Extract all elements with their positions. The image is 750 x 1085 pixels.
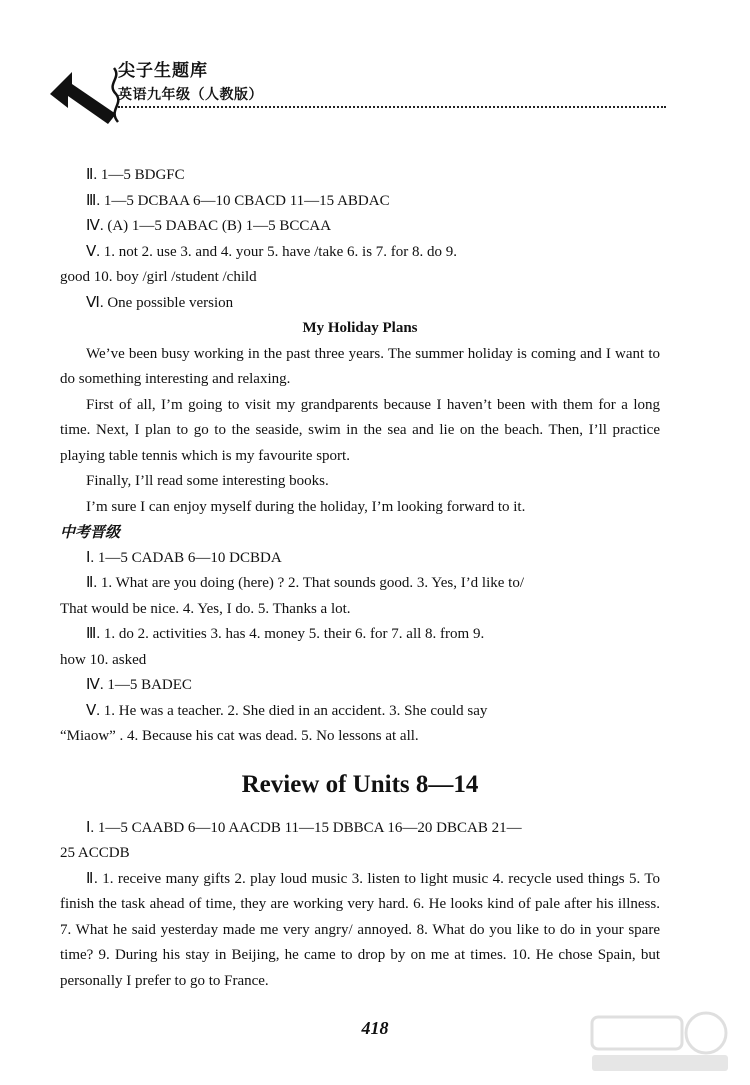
- answer-line: 25 ACCDB: [60, 845, 130, 861]
- answer-line: Ⅴ. 1. He was a teacher. 2. She died in an accident. 3. She could say: [86, 702, 488, 719]
- answer-line: good 10. boy /girl /student /child: [60, 269, 257, 285]
- essay-paragraph: First of all, I’m going to visit my grandparents because I haven’t been with them for a long time. Next, I plan to go to the seaside, swim in the sea and lie on the beach. Then, I’ll practice playing table tennis which is my favourite sport.: [60, 396, 660, 464]
- answer-line: Ⅲ. 1. do 2. activities 3. has 4. money 5. their 6. for 7. all 8. from 9.: [86, 626, 485, 642]
- answer-line: Ⅱ. 1. What are you doing (here) ? 2. That sounds good. 3. Yes, I’d like to/: [86, 575, 525, 591]
- answer-line: Ⅲ. 1—5 DCBAA 6—10 CBACD 11—15 ABDAC: [86, 192, 390, 209]
- answer-line: Ⅰ. 1—5 CADAB 6—10 DCBDA: [86, 549, 282, 566]
- page-content: [60, 163, 660, 994]
- essay-paragraph: I’m sure I can enjoy myself during the holiday, I’m looking forward to it.: [86, 498, 526, 515]
- answer-line: Ⅳ. 1—5 BADEC: [86, 677, 192, 693]
- page-number: 418: [361, 1018, 389, 1038]
- answer-line: how 10. asked: [60, 651, 147, 668]
- review-title: Review of Units 8—14: [241, 770, 479, 798]
- essay-paragraph: We’ve been busy working in the past three years. The summer holiday is coming and I want to do something interesting and relaxing.: [60, 345, 660, 387]
- arrow-icon: [46, 64, 124, 126]
- answer-paragraph: Ⅱ. 1. receive many gifts 2. play loud music 3. listen to light music 4. recycle used things 5. To finish the task ahead of time, they are working very hard. 6. He looks kind of pale after his illness. 7. What he said yesterday made me very angry/ annoyed. 8. What do you like to do in your spare time? 9. During his stay in Beijing, he came to drop by on me at times. 10. He chose Spain, but personally I prefer to go to France.: [60, 870, 660, 989]
- book-title: 尖子生题库: [118, 61, 208, 81]
- answer-line: That would be nice. 4. Yes, I do. 5. Thanks a lot.: [60, 600, 351, 617]
- section-heading: 中考晋级: [60, 523, 121, 541]
- answer-line: Ⅰ. 1—5 CAABD 6—10 AACDB 11—15 DBBCA 16—20 DBCAB 21—: [86, 819, 522, 836]
- answer-line: Ⅵ. One possible version: [86, 294, 234, 311]
- answer-line: Ⅱ. 1—5 BDGFC: [86, 167, 185, 183]
- header-divider: [118, 106, 666, 108]
- book-subtitle: 英语九年级（人教版）: [118, 87, 263, 103]
- answer-line: Ⅴ. 1. not 2. use 3. and 4. your 5. have /take 6. is 7. for 8. do 9.: [86, 243, 458, 260]
- essay-title: My Holiday Plans: [302, 320, 418, 336]
- answer-line: Ⅳ. (A) 1—5 DABAC (B) 1—5 BCCAA: [86, 218, 332, 234]
- essay-paragraph: Finally, I’ll read some interesting books.: [86, 473, 329, 489]
- page-header: [46, 56, 666, 126]
- answer-line: “Miaow” . 4. Because his cat was dead. 5. No lessons at all.: [60, 728, 419, 744]
- watermark-logo: [586, 1007, 736, 1077]
